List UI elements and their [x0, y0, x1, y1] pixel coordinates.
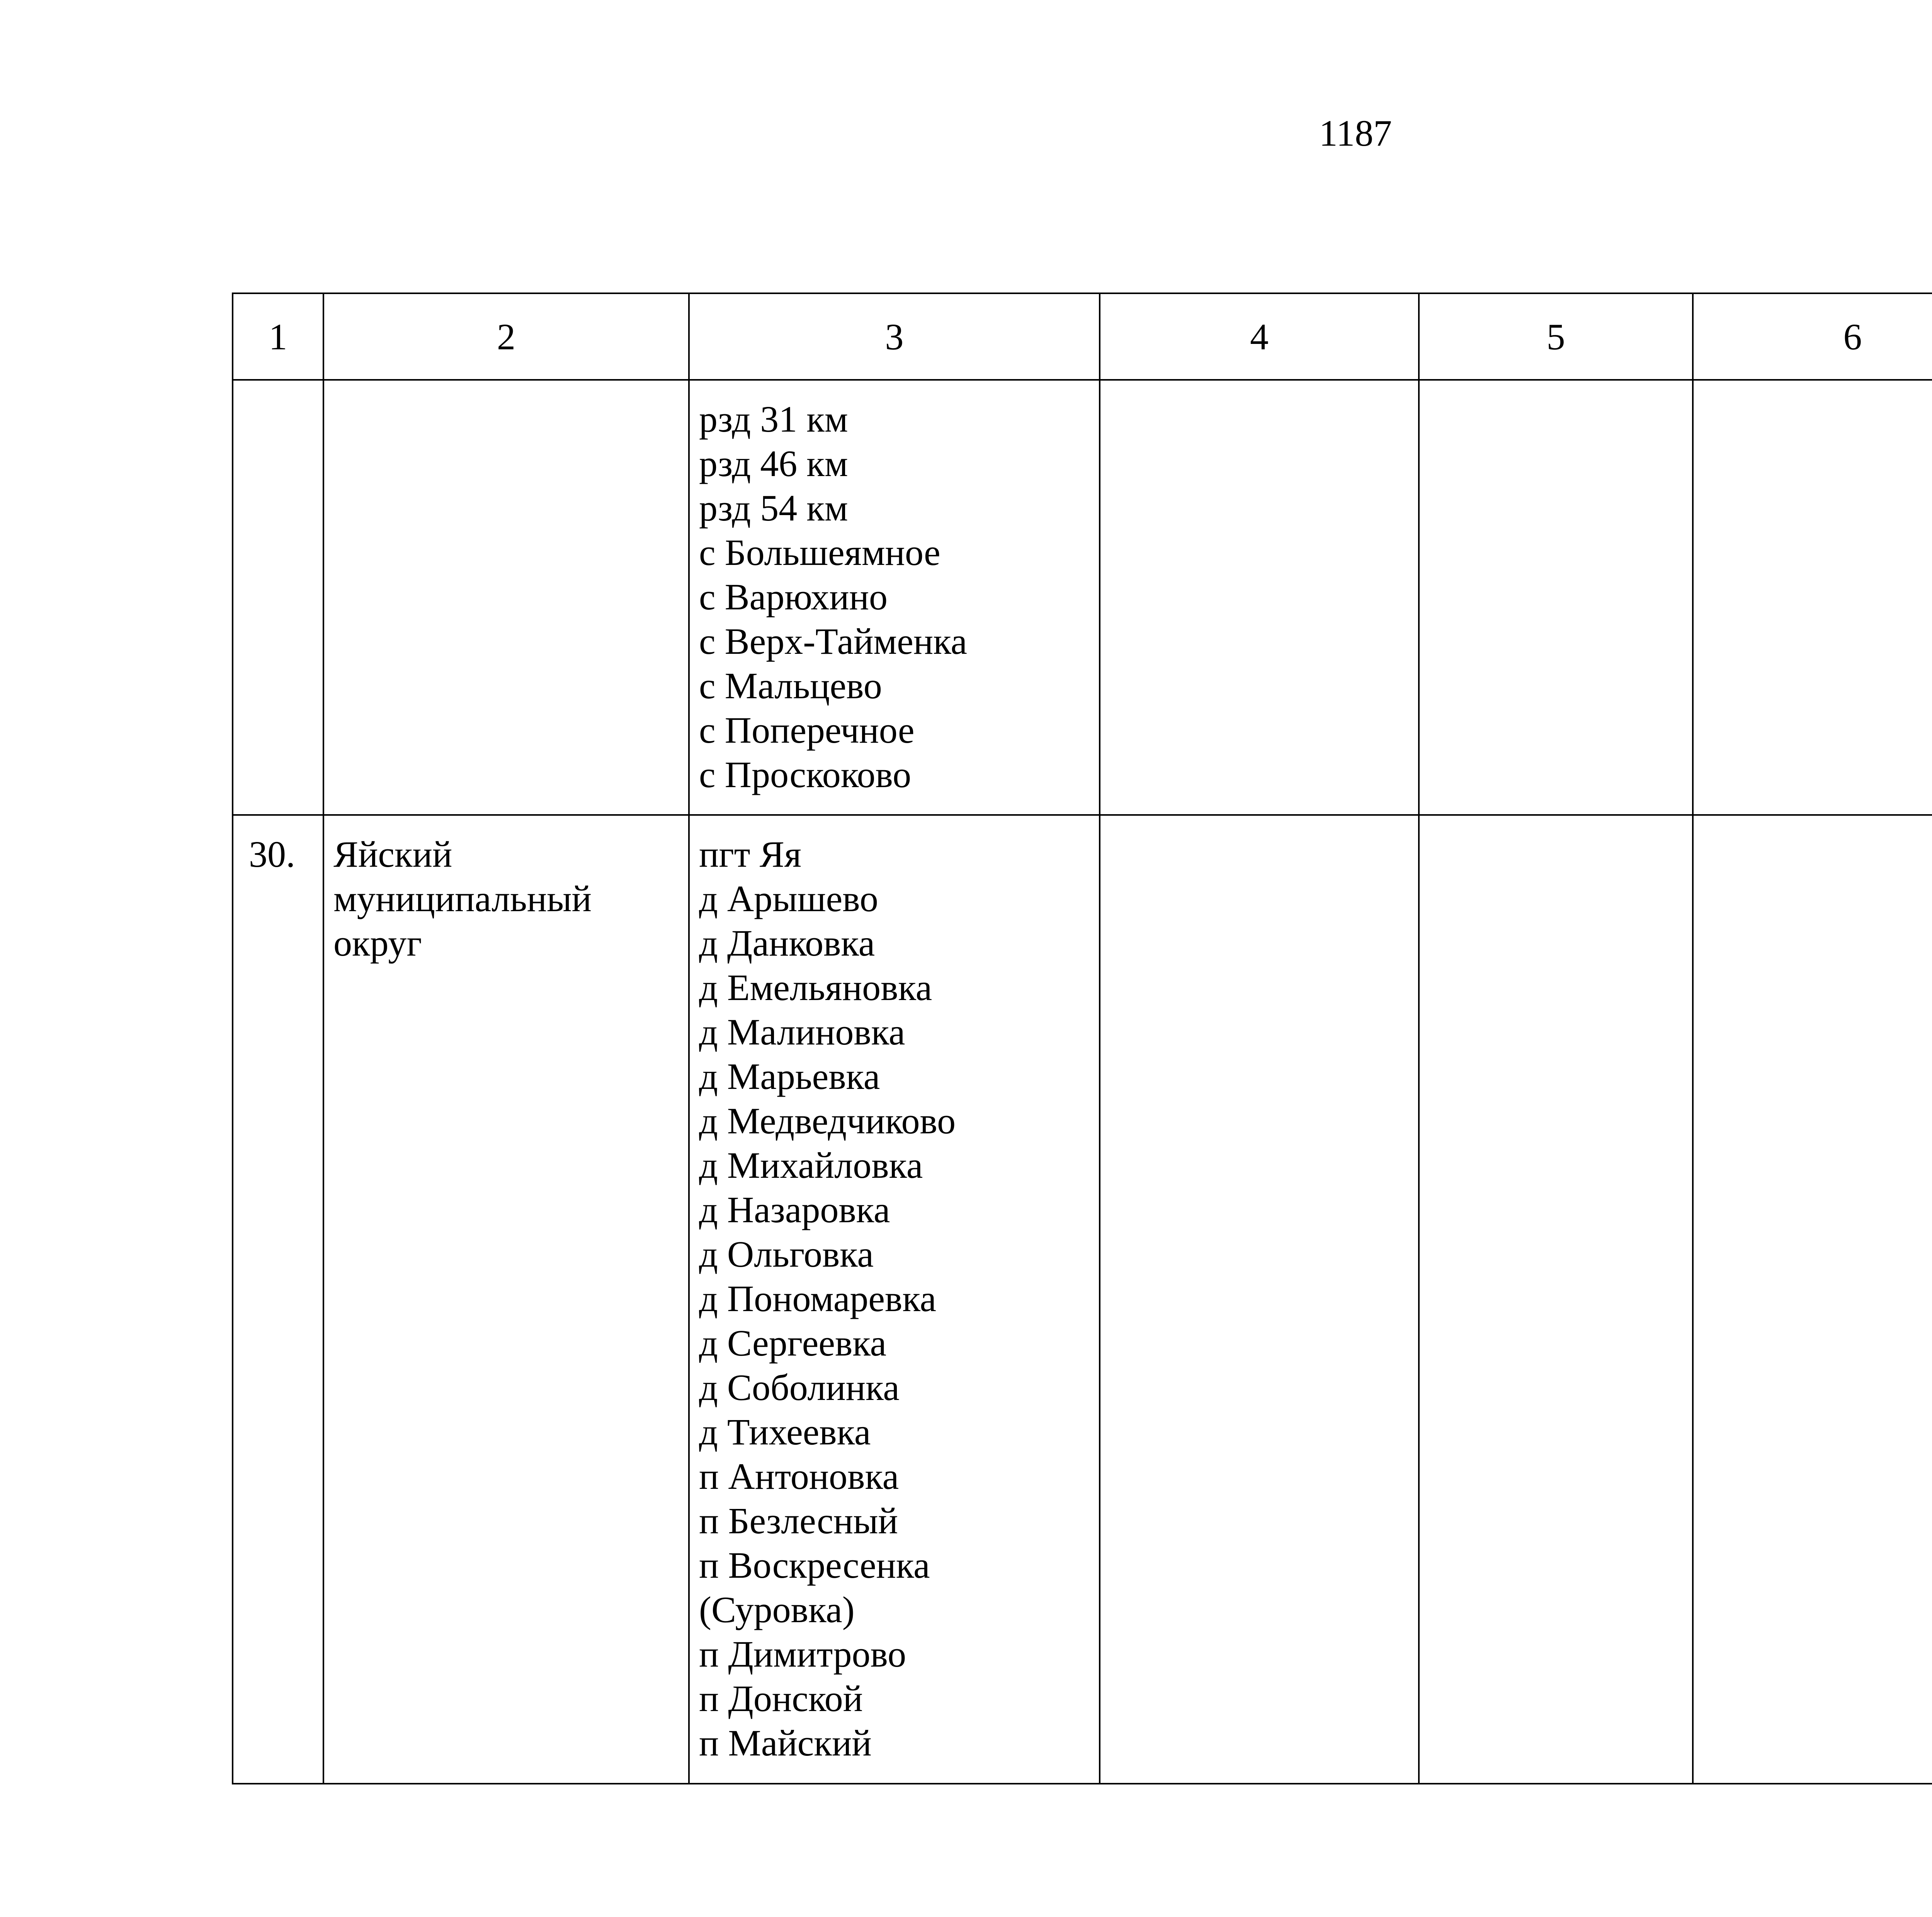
district-name-line: муниципальный	[333, 878, 592, 919]
empty-cell-col-4	[1100, 380, 1419, 815]
localities-list	[690, 816, 1099, 1765]
header-cell-5: 5	[1419, 293, 1693, 380]
locality-item: д Марьевка	[699, 1056, 880, 1097]
locality-item: п Безлесный	[699, 1500, 898, 1541]
locality-item: п Антоновка	[699, 1456, 899, 1497]
localities-cell	[689, 380, 1100, 815]
empty-cell-col-6	[1693, 815, 1932, 1784]
locality-item: д Пономаревка	[699, 1278, 937, 1319]
localities-cell	[689, 815, 1100, 1784]
locality-item: д Малиновка	[699, 1011, 905, 1053]
locality-item: рзд 54 км	[699, 487, 848, 529]
locality-item: п Димитрово	[699, 1633, 906, 1675]
empty-cell-col-5	[1419, 815, 1693, 1784]
localities-table	[232, 293, 1932, 1784]
locality-item: (Суровка)	[699, 1589, 855, 1630]
row-number-cell	[233, 380, 323, 815]
row-number: 30.	[249, 833, 295, 875]
district-name-line: округ	[333, 922, 422, 964]
header-cell-6: 6	[1693, 293, 1932, 380]
locality-item: д Сергеевка	[699, 1322, 887, 1364]
district-name	[324, 381, 688, 397]
row-number	[233, 381, 323, 397]
locality-item: д Михайловка	[699, 1145, 923, 1186]
locality-item: д Арышево	[699, 878, 878, 919]
locality-item: рзд 46 км	[699, 443, 848, 484]
row-number-cell	[233, 815, 323, 1784]
header-cell-3: 3	[689, 293, 1100, 380]
district-name-line: Яйский	[333, 833, 452, 875]
locality-item: п Майский	[699, 1722, 872, 1764]
header-row	[233, 293, 1932, 380]
locality-item: д Назаровка	[699, 1189, 890, 1230]
locality-item: п Воскресенка	[699, 1544, 930, 1586]
district-name-cell	[323, 380, 689, 815]
empty-cell-col-4	[1100, 815, 1419, 1784]
district-name	[324, 816, 688, 965]
locality-item: д Соболинка	[699, 1367, 900, 1408]
locality-item: д Данковка	[699, 922, 875, 964]
locality-item: п Донской	[699, 1678, 863, 1719]
table-row	[233, 380, 1932, 815]
localities-list	[690, 381, 1099, 797]
locality-item: пгт Яя	[699, 833, 801, 875]
locality-item: рзд 31 км	[699, 398, 848, 440]
locality-item: с Поперечное	[699, 709, 915, 751]
locality-item: с Большеямное	[699, 532, 940, 573]
header-cell-4: 4	[1100, 293, 1419, 380]
locality-item: д Ольговка	[699, 1233, 874, 1275]
header-cell-2: 2	[323, 293, 689, 380]
empty-cell-col-5	[1419, 380, 1693, 815]
locality-item: д Тихеевка	[699, 1411, 871, 1453]
locality-item: с Верх-Тайменка	[699, 621, 967, 662]
table-row	[233, 815, 1932, 1784]
district-name-cell	[323, 815, 689, 1784]
locality-item: д Емельяновка	[699, 967, 932, 1008]
page-number: 1187	[1319, 112, 1392, 154]
header-cell-1: 1	[233, 293, 323, 380]
locality-item: с Мальцево	[699, 665, 882, 706]
locality-item: с Проскоково	[699, 754, 912, 795]
locality-item: с Варюхино	[699, 576, 888, 617]
locality-item: д Медведчиково	[699, 1100, 956, 1141]
empty-cell-col-6	[1693, 380, 1932, 815]
